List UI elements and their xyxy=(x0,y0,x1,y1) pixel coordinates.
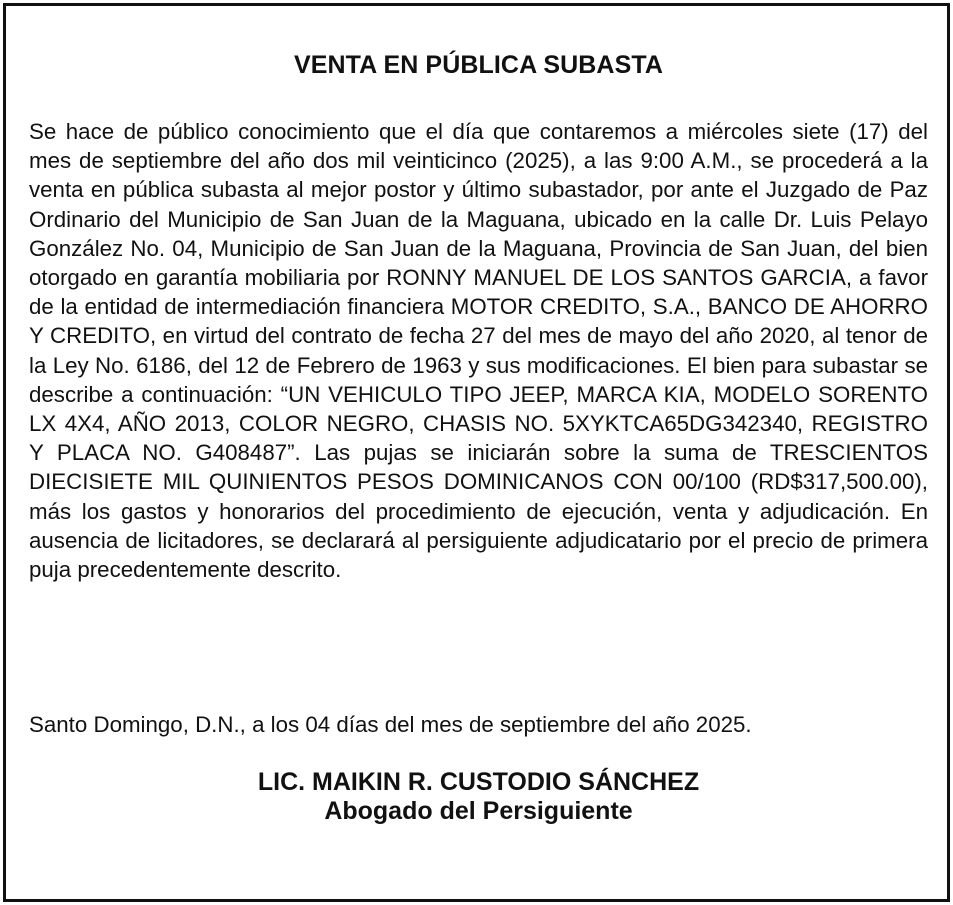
notice-frame xyxy=(3,3,950,902)
signature-block xyxy=(29,768,928,826)
signature-role: Abogado del Persiguiente xyxy=(324,797,633,825)
notice-date-line: Santo Domingo, D.N., a los 04 días del mes de septiembre del año 2025. xyxy=(29,712,752,737)
signature-name: LIC. MAIKIN R. CUSTODIO SÁNCHEZ xyxy=(257,768,700,796)
notice-body: Se hace de público conocimiento que el día que contaremos a miércoles siete (17) del mes de septiembre del año dos mil veinticinco (2025), a las 9:00 A.M., se procederá a la venta en pública subasta al mejor postor y último subastador, por ante el Juzgado de Paz Ordinario del Municipio de San Juan de la Maguana, ubicado en la calle Dr. Luis Pelayo González No. 04, Municipio de San Juan de la Maguana, Provincia de San Juan, del bien otorgado en garantía mobiliaria por RONNY MANUEL DE LOS SANTOS GARCIA, a favor de la entidad de intermediación financiera MOTOR CREDITO, S.A., BANCO DE AHORRO Y CREDITO, en virtud del contrato de fecha 27 del mes de mayo del año 2020, al tenor de la Ley No. 6186, del 12 de Febrero de 1963 y sus modificaciones. El bien para subastar se describe a continuación: “UN VEHICULO TIPO JEEP, MARCA KIA, MODELO SORENTO LX 4X4, AÑO 2013, COLOR NEGRO, CHASIS NO. 5XYKTCA65DG342340, REGISTRO Y PLACA NO. G408487”. Las pujas se iniciarán sobre la suma de TRESCIENTOS DIECISIETE MIL QUINIENTOS PESOS DOMINICANOS CON 00/100 (RD$317,500.00), más los gastos y honorarios del procedimiento de ejecución, venta y adjudicación. En ausencia de licitadores, se declarará al persiguiente adjudicatario por el precio de primera puja precedentemente descrito. xyxy=(29,119,928,583)
notice-title: VENTA EN PÚBLICA SUBASTA xyxy=(293,51,664,79)
